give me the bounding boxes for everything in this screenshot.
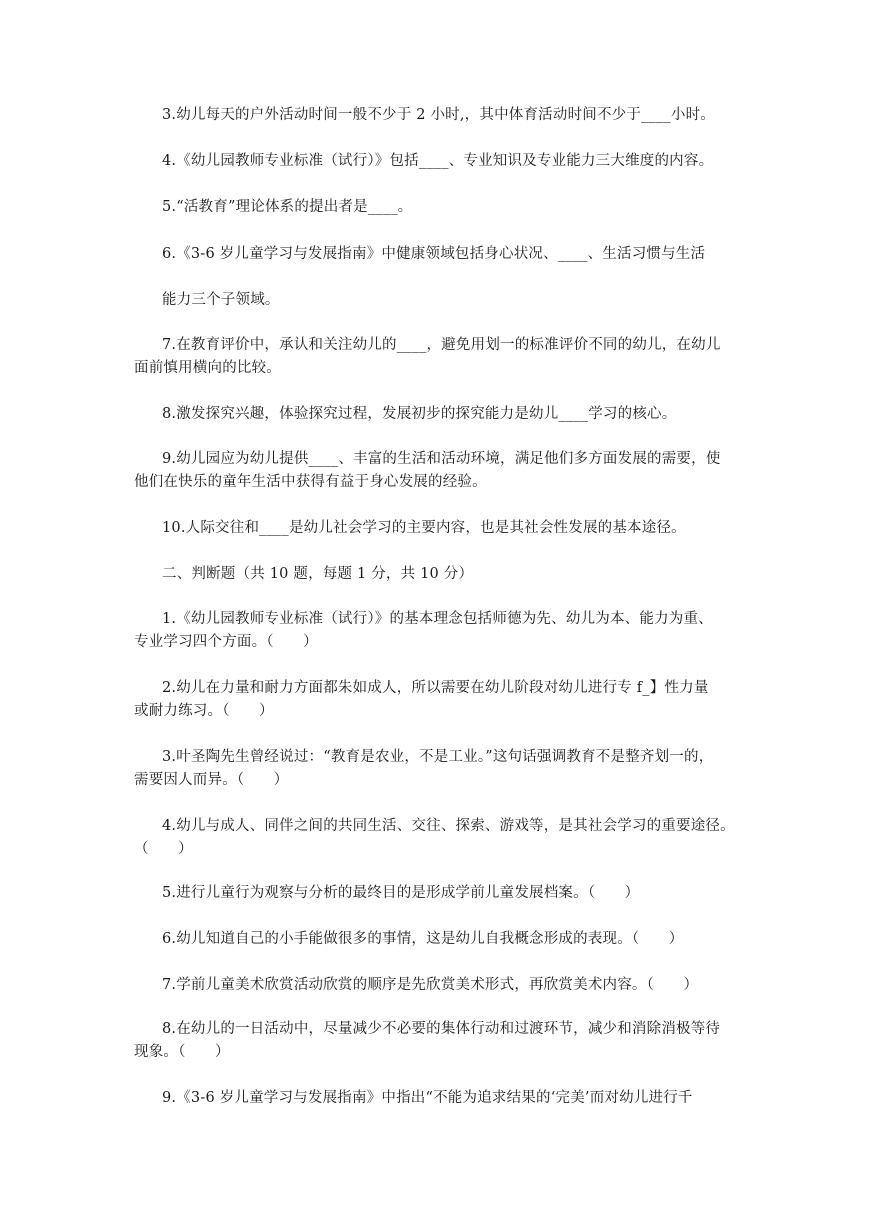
question-9-line-1: 9.幼儿园应为幼儿提供____、丰富的生活和活动环境，满足他们多方面发展的需要，使	[162, 451, 721, 467]
judgment-1-line-2: 专业学习四个方面。（ ）	[134, 633, 318, 650]
judgment-2	[134, 677, 744, 722]
question-9	[134, 448, 744, 493]
judgment-8-line-2: 现象。（ ）	[134, 1043, 230, 1060]
section-two-heading: 二、判断题（共 10 题，每题 1 分，共 10 分）	[162, 566, 474, 582]
judgment-3-line-2: 需要因人而异。（ ）	[134, 771, 289, 788]
judgment-1	[134, 608, 744, 653]
judgment-8-line-1: 8.在幼儿的一日活动中，尽量减少不必要的集体行动和过渡环节，减少和消除消极等待	[162, 1021, 721, 1037]
judgment-1-line-1: 1.《幼儿园教师专业标准（试行）》的基本理念包括师德为先、幼儿为本、能力为重、	[162, 611, 713, 627]
question-9-line-2: 他们在快乐的童年生活中获得有益于身心发展的经验。	[134, 473, 487, 490]
question-6-line-2: 能力三个子领域。	[162, 292, 280, 308]
question-7-line-2: 面前慎用横向的比较。	[134, 359, 281, 376]
question-3: 3.幼儿每天的户外活动时间一般不少于 2 小时,，其中体育活动时间不少于____小时。	[162, 107, 715, 123]
judgment-3	[134, 746, 744, 791]
judgment-4	[134, 815, 744, 860]
judgment-3-line-1: 3.叶圣陶先生曾经说过：“教育是农业，不是工业。”这句话强调教育不是整齐划一的，	[162, 749, 714, 765]
question-8: 8.激发探究兴趣，体验探究过程，发展初步的探究能力是幼儿____学习的核心。	[162, 406, 677, 422]
question-10: 10.人际交往和____是幼儿社会学习的主要内容，也是其社会性发展的基本途径。	[162, 520, 686, 536]
question-4: 4.《幼儿园教师专业标准（试行）》包括____、专业知识及专业能力三大维度的内容。	[162, 153, 714, 169]
judgment-2-line-2: 或耐力练习。（ ）	[134, 702, 274, 719]
judgment-4-line-2: （ ）	[134, 840, 193, 857]
question-7-line-1: 7.在教育评价中，承认和关注幼儿的____，避免用划一的标准评价不同的幼儿，在幼儿	[162, 337, 721, 353]
question-7	[134, 334, 744, 379]
judgment-8	[134, 1018, 744, 1063]
question-6-line-1: 6.《3-6 岁儿童学习与发展指南》中健康领域包括身心状况、____、生活习惯与生活	[162, 246, 706, 262]
question-5: 5.“活教育”理论体系的提出者是____。	[162, 199, 413, 215]
judgment-7: 7.学前儿童美术欣赏活动欣赏的顺序是先欣赏美术形式，再欣赏美术内容。（ ）	[162, 977, 699, 993]
judgment-4-line-1: 4.幼儿与成人、同伴之间的共同生活、交往、探索、游戏等，是其社会学习的重要途径。	[162, 818, 735, 834]
judgment-9: 9.《3-6 岁儿童学习与发展指南》中指出“不能为追求结果的‘完美’而对幼儿进行千	[162, 1090, 693, 1106]
judgment-6: 6.幼儿知道自己的小手能做很多的事情，这是幼儿自我概念形成的表现。（ ）	[162, 931, 684, 947]
judgment-5: 5.进行儿童行为观察与分析的最终目的是形成学前儿童发展档案。（ ）	[162, 885, 640, 901]
judgment-2-line-1: 2.幼儿在力量和耐力方面都朱如成人，所以需要在幼儿阶段对幼儿进行专 f_】性力量	[162, 680, 709, 696]
